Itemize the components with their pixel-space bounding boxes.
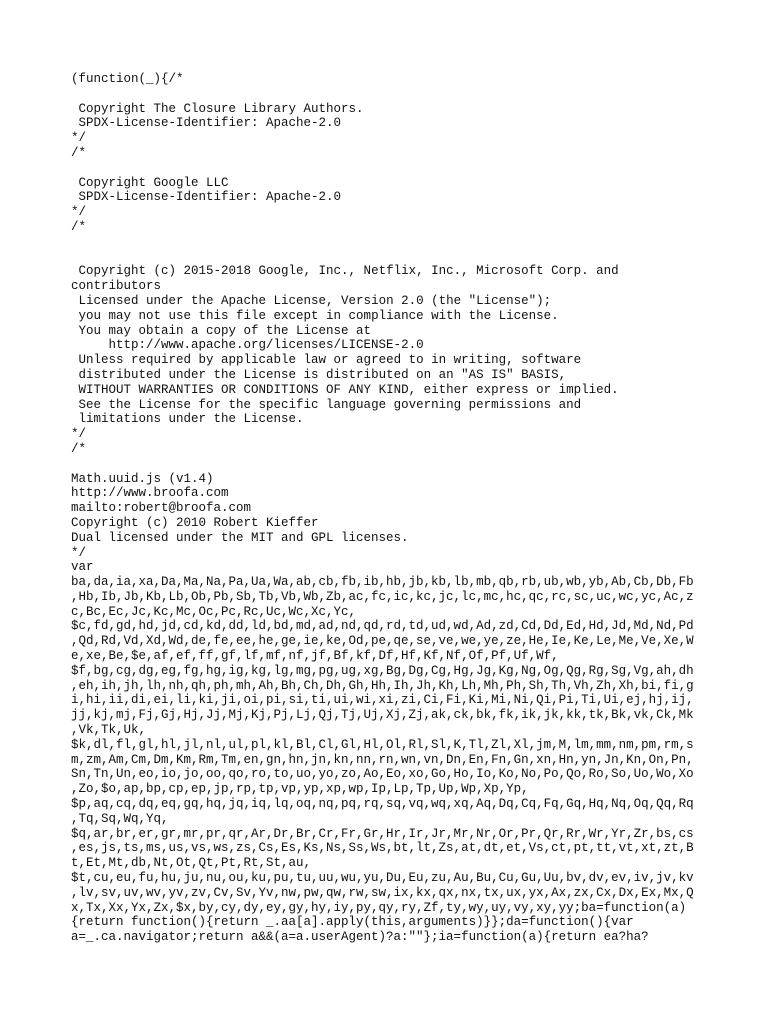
source-code-text: (function(_){/* Copyright The Closure Library Authors. SPDX-License-Identifier: Apache-2.0 */ /* Copyright Google LLC SPDX-License-Identifier: Apache-2.0 */ /* Copyright (c) 2015-2018 Google, Inc., Netflix, Inc., Microsoft Corp. and contributors Licensed under the Apache License, Version 2.0 (the "License"); you may not use this file except in compliance with the License. You may obtain a copy of the License at http://www.apache.org/licenses/LICENSE-2.0 Unless required by applicable law or agreed to in writing, software distributed under the License is distributed on an "AS IS" BASIS, WITHOUT WARRANTIES OR CONDITIONS OF ANY KIND, either express or implied. See the License for the specific language governing permissions and limitations under the License. */ /* Math.uuid.js (v1.4) http://www.broofa.com mailto:robert@broofa.com Copyright (c) 2010 Robert Kieffer Dual licensed under the MIT and GPL licenses. */ var ba,da,ia,xa,Da,Ma,Na,Pa,Ua,Wa,ab,cb,fb,ib,hb,jb,kb,lb,mb,qb,rb,ub,wb,yb,Ab,Cb,Db,Fb ,Hb,Ib,Jb,Kb,Lb,Ob,Pb,Sb,Tb,Vb,Wb,Zb,ac,fc,ic,kc,jc,lc,mc,hc,qc,rc,sc,uc,wc,yc,Ac,z c,Bc,Ec,Jc,Kc,Mc,Oc,Pc,Rc,Uc,Wc,Xc,Yc, $c,fd,gd,hd,jd,cd,kd,dd,ld,bd,md,ad,nd,qd,rd,td,ud,wd,Ad,zd,Cd,Dd,Ed,Hd,Jd,Md,Nd,Pd ,Qd,Rd,Vd,Xd,Wd,de,fe,ee,he,ge,ie,ke,Od,pe,qe,se,ve,we,ye,ze,He,Ie,Ke,Le,Me,Ve,Xe,W e,xe,Be,$e,af,ef,ff,gf,lf,mf,nf,jf,Bf,kf,Df,Hf,Kf,Nf,Of,Pf,Uf,Wf, $f,bg,cg,dg,eg,fg,hg,ig,kg,lg,mg,pg,ug,xg,Bg,Dg,Cg,Hg,Jg,Kg,Ng,Og,Qg,Rg,Sg,Vg,ah,dh ,eh,ih,jh,lh,nh,qh,ph,mh,Ah,Bh,Ch,Dh,Gh,Hh,Ih,Jh,Kh,Lh,Mh,Ph,Sh,Th,Vh,Zh,Xh,bi,fi,g i,hi,ii,di,ei,li,ki,ji,oi,pi,si,ti,ui,wi,xi,zi,Ci,Fi,Ki,Mi,Ni,Qi,Pi,Ti,Ui,ej,hj,ij, jj,kj,mj,Fj,Gj,Hj,Jj,Mj,Kj,Pj,Lj,Qj,Tj,Uj,Xj,Zj,ak,ck,bk,fk,ik,jk,kk,tk,Bk,vk,Ck,Mk ,Vk,Tk,Uk, $k,dl,fl,gl,hl,jl,nl,ul,pl,kl,Bl,Cl,Gl,Hl,Ol,Rl,Sl,K,Tl,Zl,Xl,jm,M,lm,mm,nm,pm,rm,s m,zm,Am,Cm,Dm,Km,Rm,Tm,en,gn,hn,jn,kn,nn,rn,wn,vn,Dn,En,Fn,Gn,xn,Hn,yn,Jn,Kn,On,Pn, Sn,Tn,Un,eo,io,jo,oo,qo,ro,to,uo,yo,zo,Ao,Eo,xo,Go,Ho,Io,Ko,No,Po,Qo,Ro,So,Uo,Wo,Xo ,Zo,$o,ap,bp,cp,ep,jp,rp,tp,vp,yp,xp,wp,Ip,Lp,Tp,Up,Wp,Xp,Yp, $p,aq,cq,dq,eq,gq,hq,jq,iq,lq,oq,nq,pq,rq,sq,vq,wq,xq,Aq,Dq,Cq,Fq,Gq,Hq,Nq,Oq,Qq,Rq ,Tq,Sq,Wq,Yq, $q,ar,br,er,gr,mr,pr,qr,Ar,Dr,Br,Cr,Fr,Gr,Hr,Ir,Jr,Mr,Nr,Or,Pr,Qr,Rr,Wr,Yr,Zr,bs,cs ,es,js,ts,ms,us,vs,ws,zs,Cs,Es,Ks,Ns,Ss,Ws,bt,lt,Zs,at,dt,et,Vs,ct,pt,tt,vt,xt,zt,B t,Et,Mt,db,Nt,Ot,Qt,Pt,Rt,St,au, $t,cu,eu,fu,hu,ju,nu,ou,ku,pu,tu,uu,wu,yu,Du,Eu,zu,Au,Bu,Cu,Gu,Uu,bv,dv,ev,iv,jv,kv ,lv,sv,uv,wv,yv,zv,Cv,Sv,Yv,nw,pw,qw,rw,sw,ix,kx,qx,nx,tx,ux,yx,Ax,zx,Cx,Dx,Ex,Mx,Q x,Tx,Xx,Yx,Zx,$x,by,cy,dy,ey,gy,hy,iy,py,qy,ry,Zf,ty,wy,uy,vy,xy,yy;ba=function(a) {return function(){return _.aa[a].apply(this,arguments)}};da=function(){var a=_.ca.navigator;return a&&(a=a.userAgent)?a:""};ia=function(a){return ea?ha? (71, 72, 694, 945)
